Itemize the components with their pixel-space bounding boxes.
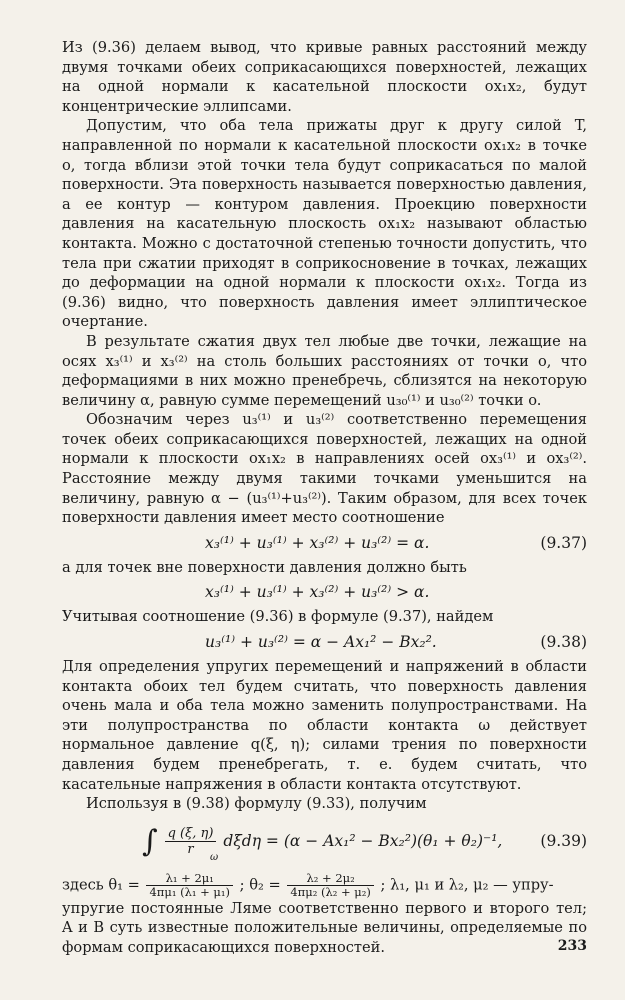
- integral-sign: ∫: [142, 823, 158, 859]
- integrand-fraction: [165, 826, 217, 857]
- paragraph-8: Используя в (9.38) формулу (9.33), получим: [86, 795, 427, 813]
- definition-mid: ; θ₂ =: [239, 876, 281, 894]
- theta2-fraction: [287, 872, 374, 899]
- equation-9-37-number: (9.37): [540, 533, 587, 552]
- equation-9-37-expression: x₃⁽¹⁾ + u₃⁽¹⁾ + x₃⁽²⁾ + u₃⁽²⁾ = α.: [205, 533, 430, 552]
- integral-rest: dξdη = (α − Ax₁² − Bx₂²)(θ₁ + θ₂)⁻¹,: [223, 831, 503, 850]
- paragraph-3: В результате сжатия двух тел любые две точки, лежащие на осях x₃⁽¹⁾ и x₃⁽²⁾ на столь больших расстояниях от точки o, что деформациями в них можно пренебречь, сблизятся на некоторую величину α, равную сумме перемещений u₃₀⁽¹⁾ и u₃₀⁽²⁾ точки o.: [62, 332, 587, 409]
- definition-tail: ; λ₁, μ₁ и λ₂, μ₂ — упру-: [380, 876, 554, 894]
- equation-9-38: [62, 627, 587, 657]
- integrand-numerator: q (ξ, η): [165, 826, 217, 842]
- equation-9-38-expression: u₃⁽¹⁾ + u₃⁽²⁾ = α − Ax₁² − Bx₂².: [205, 633, 437, 652]
- theta1-denominator: 4πμ₁ (λ₁ + μ₁): [149, 884, 231, 899]
- equation-9-39-number: (9.39): [540, 831, 587, 850]
- equation-9-38-number: (9.38): [540, 633, 587, 652]
- paragraph-7: Для определения упругих перемещений и напряжений в области контакта обоих тел будем считать, что поверхность давления очень мала и оба тела можно заменить полупространствами. На эти полупространства по области контакта ω действует нормальное давление q(ξ, η); силами трения по поверхности давления будем пренебрегать, т. е. будем считать, что касательные напряжения в области контакта отсутствуют.: [62, 658, 587, 793]
- equation-9-39-expression: [142, 814, 502, 869]
- inequality: [62, 577, 587, 607]
- paragraph-4: Обозначим через u₃⁽¹⁾ и u₃⁽²⁾ соответственно перемещения точек обеих соприкасающихся поверхностей, лежащих на одной нормали к плоскости ox₁x₂ в направлениях осей ox₃⁽¹⁾ и ox₃⁽²⁾. Расстояние между двумя такими точками уменьшится на величину, равную α − (u₃⁽¹⁾+u₃⁽²⁾). Таким образом, для всех точек поверхности давления имеет место соотношение: [62, 411, 587, 527]
- theta2-numerator: λ₂ + 2μ₂: [287, 872, 374, 886]
- page-number: 233: [557, 938, 587, 954]
- definition-line: [62, 872, 587, 899]
- paragraph-6: Учитывая соотношение (9.36) в формуле (9.37), найдем: [62, 608, 494, 626]
- paragraph-5: а для точек вне поверхности давления должно быть: [62, 558, 467, 576]
- theta1-numerator: λ₁ + 2μ₁: [146, 872, 233, 886]
- paragraph-1: Из (9.36) делаем вывод, что кривые равных расстояний между двумя точками обеих соприкасающихся поверхностей, лежащих на одной нормали к касательной плоскости ox₁x₂, будут концентрические эллипсами.: [62, 39, 587, 115]
- theta1-fraction: [146, 872, 233, 899]
- theta2-denominator: 4πμ₂ (λ₂ + μ₂): [290, 884, 371, 899]
- paragraph-2: Допустим, что оба тела прижаты друг к другу силой T, направленной по нормали к касательной плоскости ox₁x₂ в точке o, тогда вблизи этой точки тела будут соприкасаться по малой поверхности. Эта поверхность называется поверхностью давления, а ее контур — контуром давления. Проекцию поверхности давления на касательную плоскость ox₁x₂ называют областью контакта. Можно с достаточной степенью точности допустить, что тела при сжатии приходят в соприкосновение в точках, лежащих до деформации на одной нормали к плоскости ox₁x₂. Тогда из (9.36) видно, что поверхность давления имеет эллиптическое очертание.: [62, 117, 587, 331]
- equation-9-37: [62, 528, 587, 558]
- integrand-denominator: r: [187, 842, 194, 858]
- paragraph-9: упругие постоянные Ляме соответственно первого и второго тел; A и B суть известные положительные величины, определяемые по формам соприкасающихся поверхностей.: [62, 899, 587, 956]
- definition-lead: здесь θ₁ =: [62, 876, 140, 894]
- equation-9-39: [62, 814, 587, 868]
- inequality-expression: x₃⁽¹⁾ + u₃⁽¹⁾ + x₃⁽²⁾ + u₃⁽²⁾ > α.: [205, 583, 430, 602]
- integral-domain-omega: ω: [210, 851, 219, 863]
